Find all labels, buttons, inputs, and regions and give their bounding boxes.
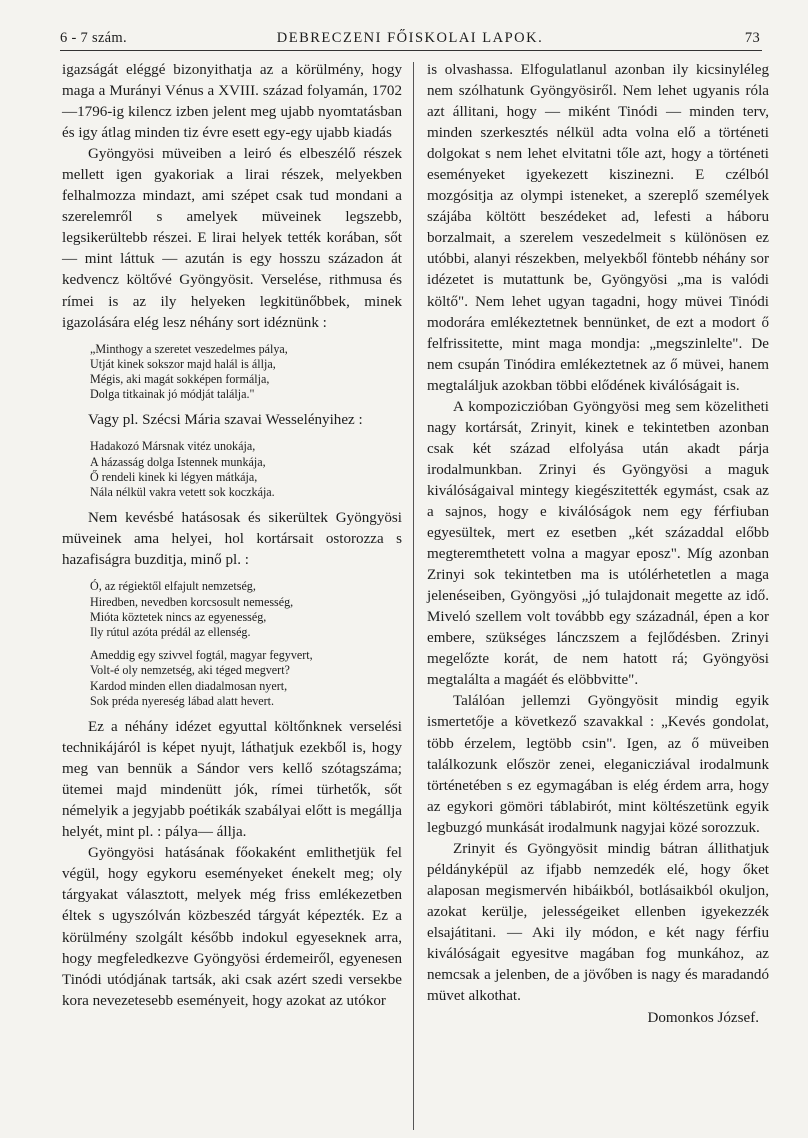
- verse-line: Sok préda nyereség lábad alatt hevert.: [90, 693, 275, 708]
- left-paragraph-6: Gyöngyösi hatásának főokaként emlithetjük fel végül, hogy egykoru eseményeket énekelt meg; oly tárgyakat választott, melyek még friss emlékezetben éltek s ugyszólván közbeszéd tárgyát képezték. Ez a körülmény szolgált később indokul egyeseknek arra, hogy megfeledkezve Gyöngyösi érdemeiről, egyenesen Tinódi utódjának tartsák, aki csak azért szedi versekbe kora nevezetesebb eseményeit, hogy azokat az utókor: [62, 845, 402, 1009]
- verse-line: A házasság dolga Istennek munkája,: [90, 454, 266, 469]
- verse-quote-1: [90, 342, 402, 403]
- verse-line: Hiredben, nevedben korcsosult nemesség,: [90, 594, 294, 609]
- verse-quote-2: [90, 439, 402, 500]
- verse-line: Ó, az régiektől elfajult nemzetség,: [90, 579, 256, 594]
- left-paragraph-4: Nem kevésbé hatásosak és sikerültek Gyöngyösi müveinek ama helyei, hol kortársait ostorozza s hazafiságra buzditja, minő pl. :: [62, 510, 402, 569]
- verse-line: Kardod minden ellen diadalmosan nyert,: [90, 678, 288, 693]
- issue-number: 6 - 7 szám.: [60, 30, 127, 46]
- left-paragraph-3: Vagy pl. Szécsi Mária szavai Wesselényihez :: [88, 412, 363, 429]
- verse-quote-3: [90, 579, 402, 640]
- verse-line: Ő rendeli kinek ki légyen mátkája,: [90, 469, 258, 484]
- left-paragraph-5: Ez a néhány idézet egyuttal költőnknek verselési technikájáról is képet nyujt, láthatjuk ezekből is, hogy meg van bennük a Sándor vers kellő szótagszáma; ütemei majd mindenütt jók, rímei türhetők, sőt némelyik a jegyjabb poétikák szabályai előtt is megállja helyét, mint pl. : pálya— állja.: [62, 719, 402, 841]
- verse-quote-4: [90, 648, 402, 709]
- right-column: [427, 60, 769, 1029]
- verse-line: Ily rútul azóta prédál az ellenség.: [90, 625, 251, 640]
- verse-line: Nála nélkül vakra vetett sok koczkája.: [90, 485, 275, 500]
- right-paragraph-2: A kompoziczióban Gyöngyösi meg sem közelitheti nagy kortársát, Zrinyit, kinek e tekintetben azonban csak két század elfolyása után akadt párja irodalmunkban. Zrinyi és Gyöngyösi a maguk kiválóságaival mintegy kiegészitették egymást, csak az a sajnos, hogy e kiválóságok nem egy férfiuban egyesültek, mert ez esetben „két századdal előbb megteremthetett volna a magyar eposz". Míg azonban Zrinyi sok tekintetben ma is utólérhetetlen a maga jelenéseiben, Gyöngyösi „jó tulajdonait megette az idő. Miveló szellem volt továbbb egy századnál, épen a kor embere, szükséges lánczszem a fejlődésben. Zrinyi megelőzte korát, de nem hatott rá; Gyöngyösi megtalálta a magáét és elöbbvitte".: [427, 398, 769, 689]
- verse-line: Utját kinek sokszor majd halál is állja,: [90, 356, 276, 371]
- left-paragraph-2: Gyöngyösi müveiben a leiró és elbeszélő részek mellett igen gyakoriak a lirai részek, melyekben felhalmozza mindazt, ami szépet csak tud mondani a szerelemről s amelyek müveinek legszebb, legsikerültebb részei. E lirai helyek tették korában, sőt — mint láttuk — azután is egy hosszu századon át kedvencz költővé Gyöngyösit. Verselése, rithmusa és rímei is az ily helyeken legkitünőbbek, minek igazolására elég lesz néhány sort idéznünk :: [62, 146, 402, 331]
- verse-line: Mióta köztetek nincs az egyenesség,: [90, 609, 267, 624]
- journal-title: DEBRECZENI FŐISKOLAI LAPOK.: [276, 30, 544, 46]
- verse-line: Hadakozó Mársnak vitéz unokája,: [90, 439, 256, 454]
- page-number: 73: [744, 30, 760, 46]
- right-paragraph-3: Találóan jellemzi Gyöngyösit mindig egyik ismertetője a következő szavakkal : „Kevés gondolat, több érzelem, legtöbb csin". Igen, az ő müveiben találkozunk először zenei, eleganicziával irodalmunk történetében s ez egymagában is elég érdem arra, hogy az egykori gömöri táblabirót, mint költészetünk egyik legbuzgó munkását irodalmunk nagyjai közé sorozzuk.: [427, 693, 769, 836]
- verse-line: „Minthogy a szeretet veszedelmes pálya,: [90, 341, 288, 356]
- author-signature: Domonkos József.: [647, 1010, 759, 1027]
- left-paragraph-1: igazságát eléggé bizonyithatja az a körülmény, hogy maga a Murányi Vénus a XVIII. század folyamán, 1702—1796-ig kilencz izben jelent meg ujabb nyomtatásban és igy átlag minden tiz évre esett egy-egy ujabb kiadás: [62, 62, 402, 142]
- header-rule: [60, 50, 762, 51]
- right-paragraph-1: is olvashassa. Elfogulatlanul azonban ily kicsinyléleg nem szólhatunk Gyöngyösiről. Nem lehet ugyanis róla azt állitani, hogy — miként Tinódi — minden terv, minden szerkesztés nélkül adta volna elő a történeti dolgokat s nem lehet elvitatni tőle azt, hogy a történeti eseményeket igyekezett kiszinezni. E czélból mozgósitja az olympi isteneket, a szereplő személyek szájába költött beszédeket ad, lefesti a háboru borzalmait, a szerelem veszedelmeit s különösen ez utóbbi, alanyi részekben, melyekből föntebb néhány sor idézetet is mutattunk be, Gyöngyösi „ma is valódi költő". Nem lehet ugyan tagadni, hogy müvei Tinódi modorára emlékeztetnek bennünket, de ezt a modort ő felfrissitette, mint maga mondja: „megszinlelte". De nem csupán Tinódira emlékeztetnek az ő müvei, hanem megtaláljuk azokban többi elődének kiválóságait is.: [427, 62, 769, 394]
- right-paragraph-4: Zrinyit és Gyöngyösit mindig bátran állithatjuk példányképül az ifjabb nemzedék elé, hogy őket alaposan megismervén hibáikból, botlásaikból okuljon, azokat kerülje, jelességeiket ellenben igyekezzék elsajátitani. — Aki ily módon, e két nagy férfiu kiválóságait egyesitve magában fog munkához, az nemcsak a jelenben, de a jövőben is nagy és maradandó müvet alkothat.: [427, 840, 769, 1005]
- verse-line: Mégis, aki magát sokképen formálja,: [90, 372, 270, 387]
- left-column: [62, 60, 402, 1012]
- verse-line: Dolga titkainak jó módját találja.": [90, 387, 255, 402]
- verse-line: Ameddig egy szivvel fogtál, magyar fegyvert,: [90, 648, 313, 663]
- verse-line: Volt-é oly nemzetség, aki téged megvert?: [90, 663, 290, 678]
- column-divider: [413, 62, 414, 1130]
